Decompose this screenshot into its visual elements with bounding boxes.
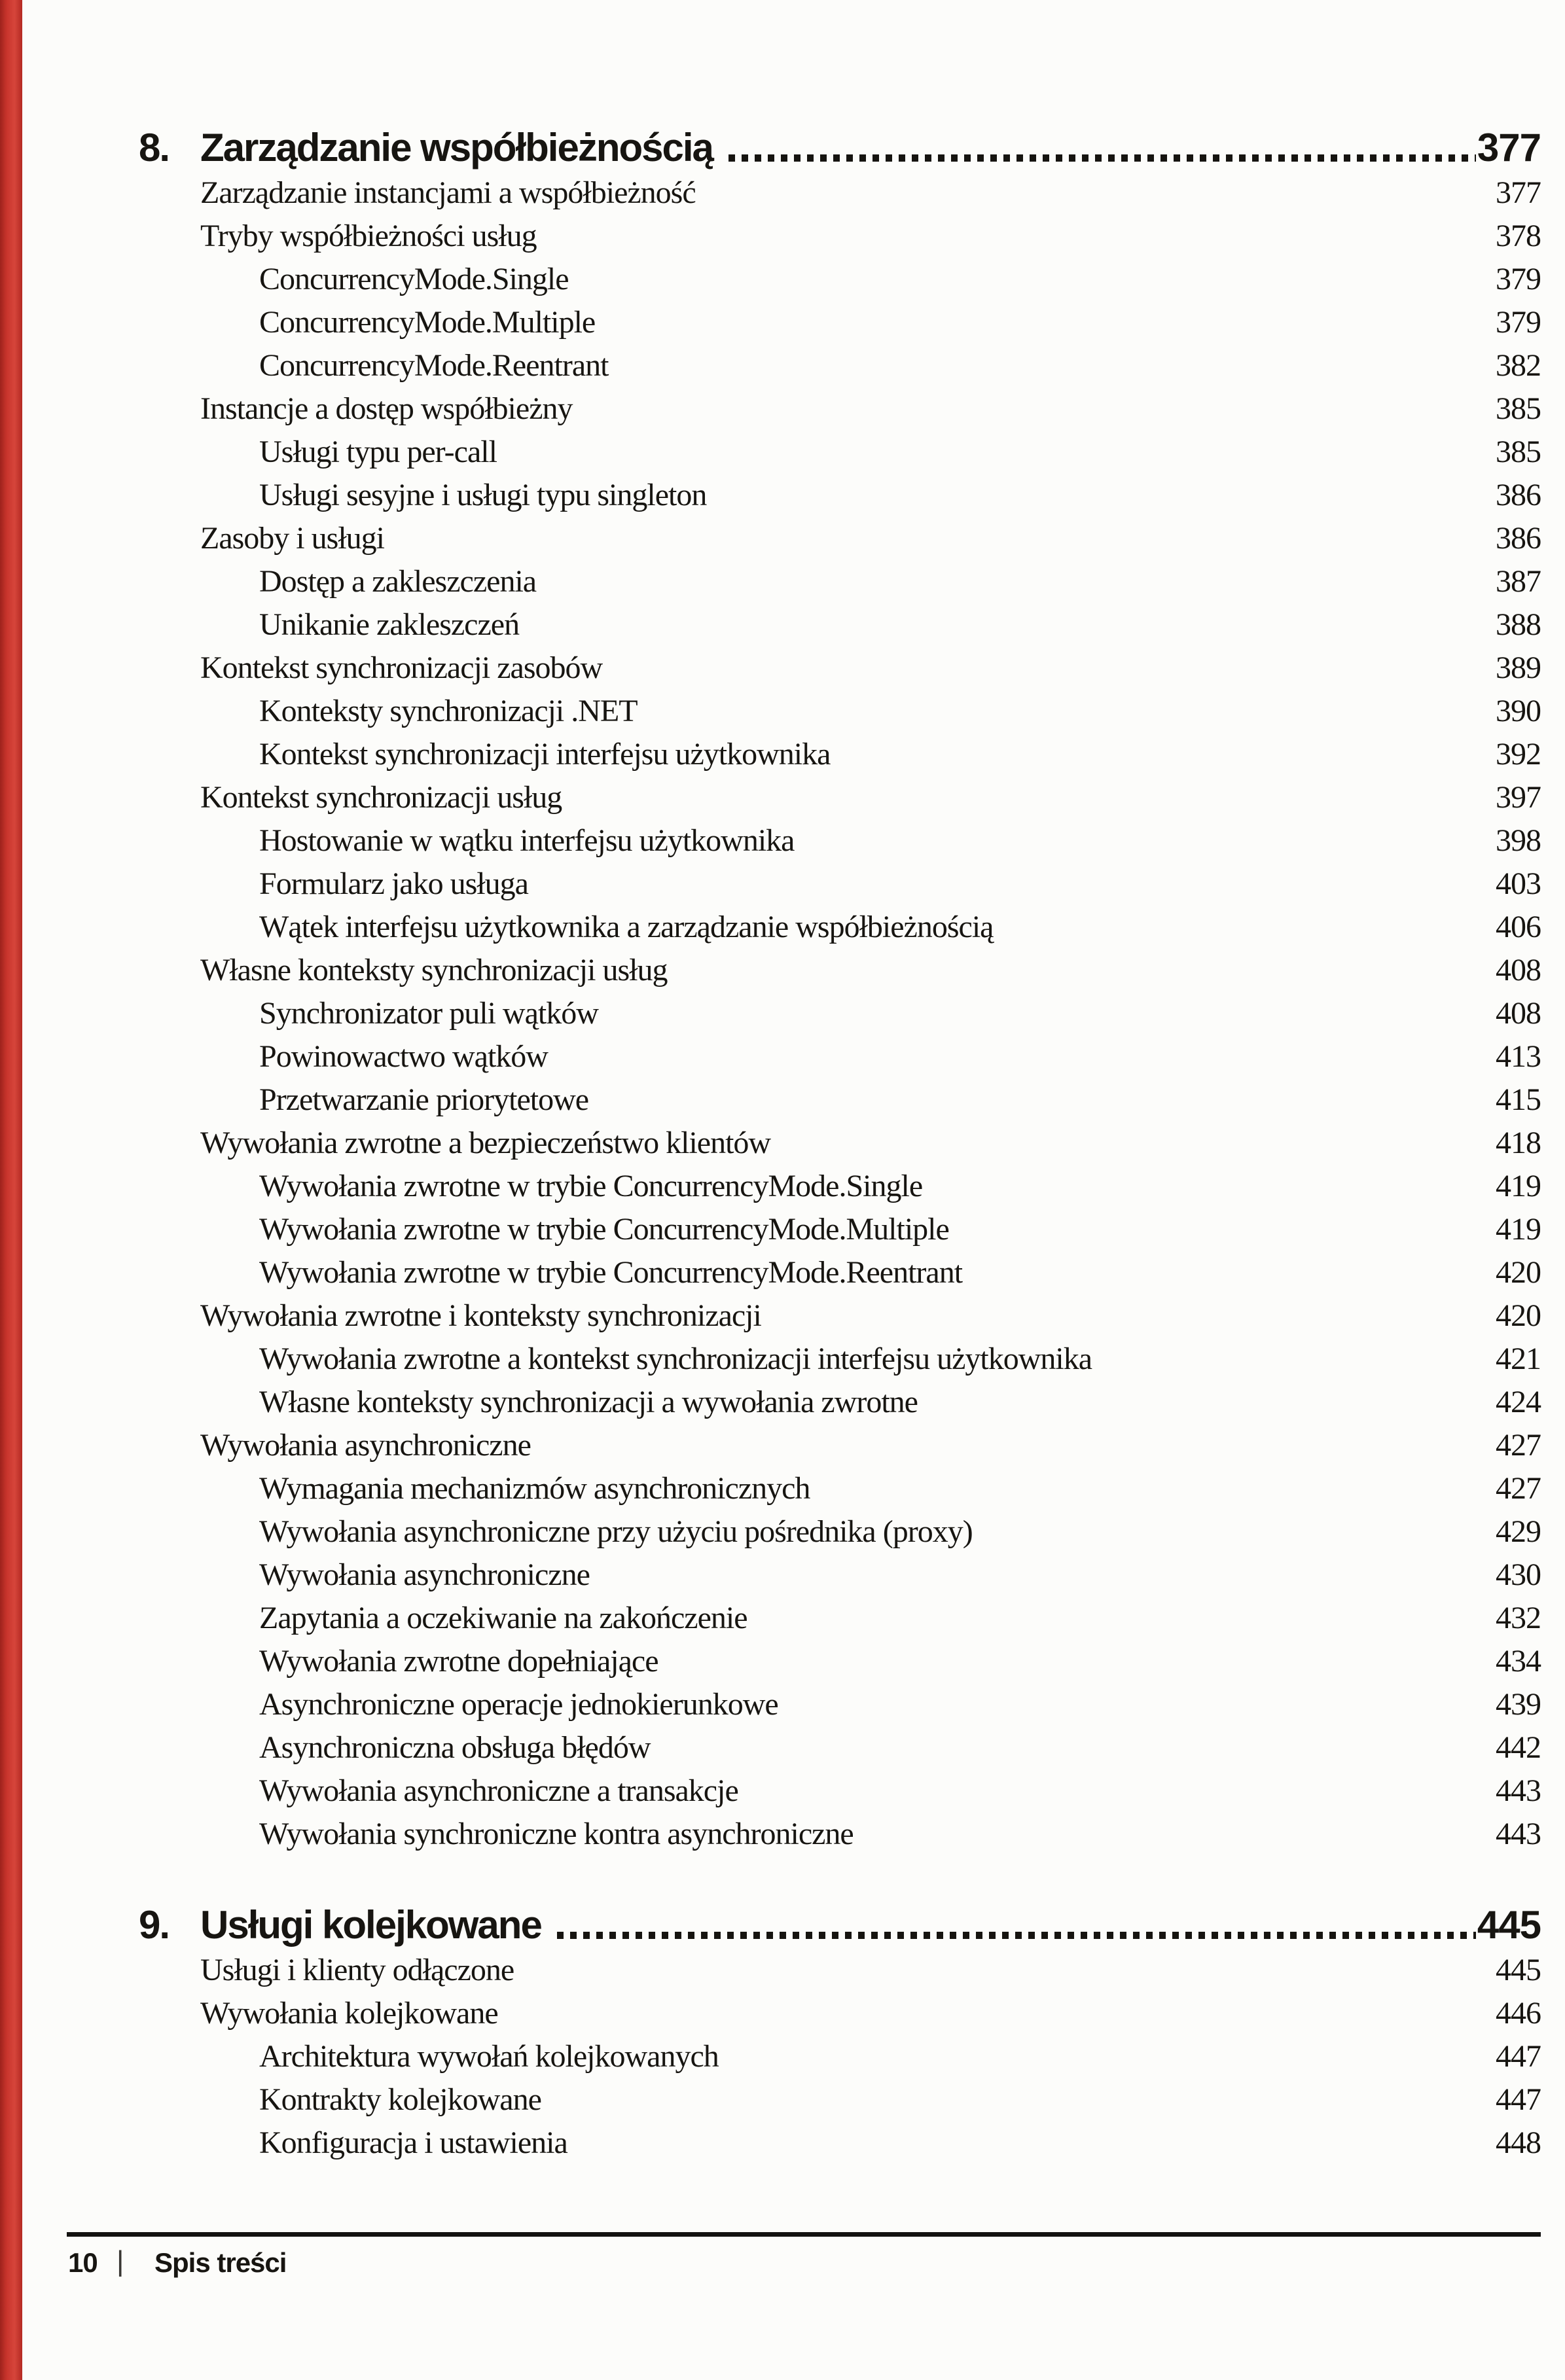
- toc-entry-label: Zapytania a oczekiwanie na zakończenie: [259, 1601, 747, 1635]
- dot-leader: [729, 154, 1476, 162]
- toc-entry-label: Kontekst synchronizacji usług: [200, 780, 562, 815]
- toc-entry-page-number: 447: [1496, 2039, 1541, 2074]
- toc-entry-page-number: 388: [1496, 607, 1541, 642]
- chapter-page-number: 445: [1477, 1903, 1541, 1947]
- toc-entry: [0, 603, 1565, 647]
- toc-entry: [0, 1640, 1565, 1683]
- toc-entry: [0, 992, 1565, 1035]
- toc-entry-label: Wywołania asynchroniczne: [200, 1428, 531, 1463]
- toc-entry-page-number: 403: [1496, 866, 1541, 901]
- toc-entry: [0, 949, 1565, 992]
- toc-entry: [0, 1381, 1565, 1424]
- toc-entry-page-number: 377: [1496, 175, 1541, 210]
- toc-entry-label: Asynchroniczna obsługa błędów: [259, 1730, 651, 1765]
- toc-entry-label: Usługi sesyjne i usługi typu singleton: [259, 478, 707, 512]
- toc-entry: [0, 301, 1565, 344]
- toc-entry-label: Wywołania asynchroniczne przy użyciu pośrednika (proxy): [259, 1514, 973, 1549]
- toc-entry-page-number: 429: [1496, 1514, 1541, 1549]
- toc-entry-label: Usługi typu per-call: [259, 435, 497, 469]
- toc-entry: [0, 2122, 1565, 2165]
- chapter-heading: [0, 1902, 1565, 1949]
- toc-entry: [0, 2078, 1565, 2122]
- footer-section-label: Spis treści: [154, 2247, 287, 2278]
- toc-entry-label: Wywołania synchroniczne kontra asynchroniczne: [259, 1817, 854, 1851]
- toc-entry-page-number: 432: [1496, 1601, 1541, 1635]
- toc-entry-page-number: 439: [1496, 1687, 1541, 1722]
- toc-entry-page-number: 418: [1496, 1126, 1541, 1160]
- toc-entry: [0, 776, 1565, 819]
- toc-entry-label: Unikanie zakleszczeń: [259, 607, 520, 642]
- toc-entry-page-number: 413: [1496, 1039, 1541, 1074]
- toc-entry-page-number: 443: [1496, 1773, 1541, 1808]
- toc-entry-page-number: 406: [1496, 910, 1541, 944]
- toc-entry-label: ConcurrencyMode.Multiple: [259, 305, 596, 340]
- toc-entry-label: Wywołania zwrotne a bezpieczeństwo klientów: [200, 1126, 771, 1160]
- toc-entry: [0, 2035, 1565, 2078]
- toc-entry: [0, 1769, 1565, 1813]
- toc-entry-page-number: 390: [1496, 694, 1541, 728]
- toc-entry-page-number: 446: [1496, 1996, 1541, 2031]
- toc-entry-page-number: 419: [1496, 1169, 1541, 1203]
- toc-entry: [0, 1510, 1565, 1554]
- toc-entry: [0, 517, 1565, 560]
- toc-entry-page-number: 434: [1496, 1644, 1541, 1678]
- toc-entry-page-number: 421: [1496, 1341, 1541, 1376]
- toc-entry-page-number: 398: [1496, 823, 1541, 858]
- toc-entry-page-number: 445: [1496, 1953, 1541, 1987]
- toc-entry-page-number: 427: [1496, 1471, 1541, 1506]
- toc-entry-page-number: 442: [1496, 1730, 1541, 1765]
- toc-entry-label: Kontekst synchronizacji interfejsu użytkownika: [259, 737, 831, 772]
- toc-entry-label: Dostęp a zakleszczenia: [259, 564, 537, 599]
- toc-entry: [0, 1208, 1565, 1251]
- toc-entry-page-number: 420: [1496, 1298, 1541, 1333]
- toc-entry-page-number: 386: [1496, 521, 1541, 556]
- toc-entry-label: Konfiguracja i ustawienia: [259, 2125, 567, 2160]
- toc-entry-label: Powinowactwo wątków: [259, 1039, 548, 1074]
- toc-entry-page-number: 408: [1496, 996, 1541, 1031]
- toc-entry-label: Własne konteksty synchronizacji usług: [200, 953, 668, 987]
- toc-entry-label: Wywołania kolejkowane: [200, 1996, 498, 2031]
- toc-entry: [0, 1949, 1565, 1992]
- toc-entry: [0, 647, 1565, 690]
- toc-entry-page-number: 415: [1496, 1082, 1541, 1117]
- toc-entry: [0, 1597, 1565, 1640]
- toc-entry: [0, 560, 1565, 603]
- toc-entry-label: Wywołania zwrotne i konteksty synchronizacji: [200, 1298, 761, 1333]
- toc-entry: [0, 171, 1565, 215]
- toc-entry-label: Zarządzanie instancjami a współbieżność: [200, 175, 696, 210]
- toc-entry: [0, 1813, 1565, 1856]
- toc-entry-label: ConcurrencyMode.Reentrant: [259, 348, 609, 383]
- toc-entry-label: Wywołania zwrotne w trybie ConcurrencyMode.Multiple: [259, 1212, 949, 1247]
- toc-entry-label: Wywołania asynchroniczne: [259, 1557, 590, 1592]
- toc-entry: [0, 1078, 1565, 1122]
- toc-entry-page-number: 392: [1496, 737, 1541, 772]
- toc-entry-label: Przetwarzanie priorytetowe: [259, 1082, 589, 1117]
- toc-entry-page-number: 448: [1496, 2125, 1541, 2160]
- toc-entry: [0, 1165, 1565, 1208]
- toc-entry: [0, 1035, 1565, 1078]
- toc-entry: [0, 258, 1565, 301]
- toc-entry: [0, 862, 1565, 906]
- toc-entry-label: Hostowanie w wątku interfejsu użytkownika: [259, 823, 795, 858]
- toc-entry-page-number: 379: [1496, 305, 1541, 340]
- footer-separator: |: [117, 2245, 124, 2277]
- toc-entry: [0, 344, 1565, 387]
- toc-entry: [0, 1683, 1565, 1726]
- toc-entry-label: Kontekst synchronizacji zasobów: [200, 650, 603, 685]
- toc-entry-label: Formularz jako usługa: [259, 866, 528, 901]
- chapter-number: 8.: [139, 126, 170, 169]
- toc-entry: [0, 1992, 1565, 2035]
- chapter-title: Usługi kolejkowane: [200, 1903, 541, 1947]
- toc-entry: [0, 1424, 1565, 1467]
- toc-entry-page-number: 385: [1496, 435, 1541, 469]
- footer-page-number: 10: [68, 2247, 98, 2278]
- toc-entry: [0, 431, 1565, 474]
- toc-entry: [0, 819, 1565, 862]
- toc-entry-label: Konteksty synchronizacji .NET: [259, 694, 638, 728]
- toc-entry: [0, 215, 1565, 258]
- chapter-title: Zarządzanie współbieżnością: [200, 126, 713, 169]
- toc-entry-label: Wywołania zwrotne dopełniające: [259, 1644, 658, 1678]
- toc-entry: [0, 1554, 1565, 1597]
- toc-entry: [0, 1467, 1565, 1510]
- chapter-page-number: 377: [1477, 126, 1541, 169]
- toc-entry: [0, 1338, 1565, 1381]
- toc-entry-page-number: 382: [1496, 348, 1541, 383]
- toc-entry: [0, 906, 1565, 949]
- toc-entry-page-number: 419: [1496, 1212, 1541, 1247]
- toc-entry-label: Wywołania zwrotne w trybie ConcurrencyMode.Reentrant: [259, 1255, 963, 1290]
- toc-entry-page-number: 379: [1496, 262, 1541, 296]
- toc-entry-label: Architektura wywołań kolejkowanych: [259, 2039, 719, 2074]
- dot-leader: [557, 1932, 1476, 1939]
- toc-entry-label: Kontrakty kolejkowane: [259, 2082, 541, 2117]
- toc-entry-label: Wymagania mechanizmów asynchronicznych: [259, 1471, 810, 1506]
- toc-entry-label: Zasoby i usługi: [200, 521, 384, 556]
- toc-entry-page-number: 424: [1496, 1385, 1541, 1419]
- toc-entry-page-number: 387: [1496, 564, 1541, 599]
- toc-entry: [0, 1294, 1565, 1338]
- toc-entry-label: Asynchroniczne operacje jednokierunkowe: [259, 1687, 778, 1722]
- toc-entry-label: Instancje a dostęp współbieżny: [200, 391, 573, 426]
- toc-entry-label: Własne konteksty synchronizacji a wywołania zwrotne: [259, 1385, 918, 1419]
- toc-entry: [0, 1122, 1565, 1165]
- toc-entry-page-number: 389: [1496, 650, 1541, 685]
- toc-entry-label: ConcurrencyMode.Single: [259, 262, 569, 296]
- toc-entry: [0, 690, 1565, 733]
- toc-entry-page-number: 430: [1496, 1557, 1541, 1592]
- toc-entry: [0, 474, 1565, 517]
- toc-entry: [0, 387, 1565, 431]
- toc-entry: [0, 733, 1565, 776]
- toc-entry-page-number: 427: [1496, 1428, 1541, 1463]
- toc-entry-label: Wywołania zwrotne w trybie ConcurrencyMode.Single: [259, 1169, 923, 1203]
- footer-rule: [67, 2232, 1541, 2237]
- toc-entry: [0, 1726, 1565, 1769]
- toc-entry-label: Usługi i klienty odłączone: [200, 1953, 514, 1987]
- toc-entry: [0, 1251, 1565, 1294]
- toc-entry-page-number: 385: [1496, 391, 1541, 426]
- toc-entry-page-number: 408: [1496, 953, 1541, 987]
- toc-entry-label: Synchronizator puli wątków: [259, 996, 598, 1031]
- toc-entry-page-number: 397: [1496, 780, 1541, 815]
- toc-entry-page-number: 420: [1496, 1255, 1541, 1290]
- chapter-number: 9.: [139, 1903, 170, 1947]
- toc-entry-label: Tryby współbieżności usług: [200, 219, 537, 253]
- chapter-heading: [0, 124, 1565, 171]
- toc-entry-page-number: 443: [1496, 1817, 1541, 1851]
- toc-entry-label: Wątek interfejsu użytkownika a zarządzanie współbieżnością: [259, 910, 994, 944]
- toc-entry-page-number: 447: [1496, 2082, 1541, 2117]
- toc-entry-label: Wywołania zwrotne a kontekst synchronizacji interfejsu użytkownika: [259, 1341, 1092, 1376]
- toc-entry-page-number: 386: [1496, 478, 1541, 512]
- toc-entry-label: Wywołania asynchroniczne a transakcje: [259, 1773, 738, 1808]
- toc-entry-page-number: 378: [1496, 219, 1541, 253]
